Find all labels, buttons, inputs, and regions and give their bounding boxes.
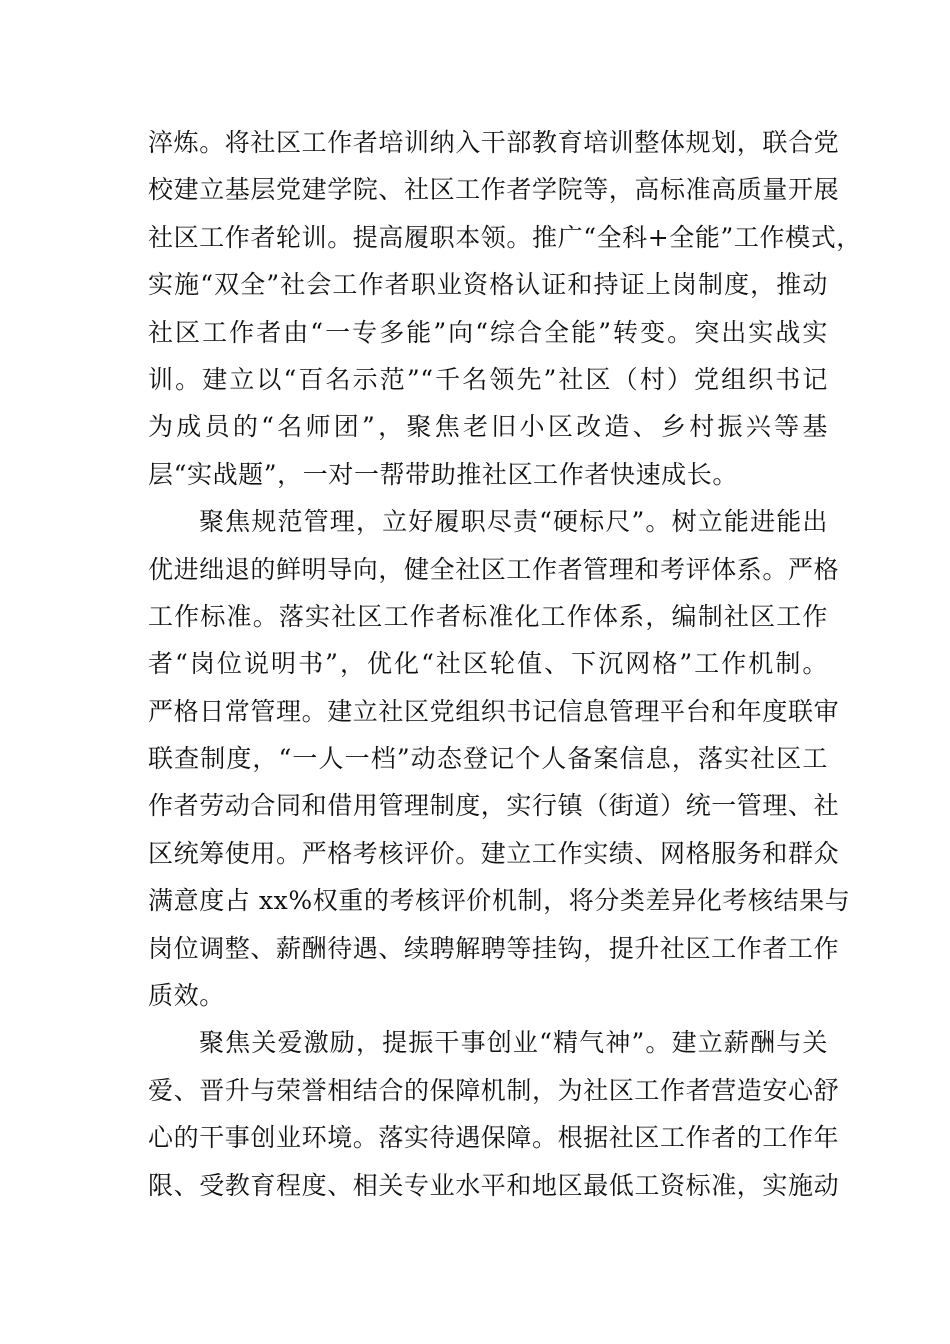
text-line: 层“实战题”，一对一帮带助推社区工作者快速成长。	[148, 459, 738, 489]
text-line: 聚焦规范管理，立好履职尽责“硬标尺”。树立能进能出	[199, 507, 828, 537]
text-line: 爱、晋升与荣誉相结合的保障机制，为社区工作者营造安心舒	[148, 1075, 840, 1105]
text-line: 满意度占 xx%权重的考核评价机制，将分类差异化考核结果与	[148, 886, 851, 916]
text-line: 社区工作者轮训。提高履职本领。推广“全科+全能”工作模式，	[148, 222, 862, 252]
text-line: 训。建立以“百名示范”“千名领先”社区（村）党组织书记	[148, 364, 828, 394]
text-line: 质效。	[148, 981, 225, 1011]
text-line: 区统筹使用。严格考核评价。建立工作实绩、网格服务和群众	[148, 838, 840, 868]
text-line: 为成员的“名师团”，聚焦老旧小区改造、乡村振兴等基	[148, 412, 828, 442]
paragraph-training	[148, 119, 862, 498]
text-line: 限、受教育程度、相关专业水平和地区最低工资标准，实施动	[148, 1170, 840, 1200]
paragraph-care-incentive	[148, 1019, 840, 1209]
text-line: 聚焦关爱激励，提振干事创业“精气神”。建立薪酬与关	[199, 1028, 828, 1058]
document-body	[148, 119, 862, 1209]
text-line: 工作标准。落实社区工作者标准化工作体系，编制社区工作	[148, 601, 828, 631]
text-line: 联查制度，“一人一档”动态登记个人备案信息，落实社区工	[148, 744, 828, 774]
text-line: 作者劳动合同和借用管理制度，实行镇（街道）统一管理、社	[148, 791, 840, 821]
text-line: 者“岗位说明书”，优化“社区轮值、下沉网格”工作机制。	[148, 649, 828, 679]
text-line: 岗位调整、薪酬待遇、续聘解聘等挂钩，提升社区工作者工作	[148, 933, 840, 963]
text-line: 严格日常管理。建立社区党组织书记信息管理平台和年度联审	[148, 696, 840, 726]
text-line: 淬炼。将社区工作者培训纳入干部教育培训整体规划，联合党	[148, 128, 840, 157]
paragraph-management	[148, 498, 851, 1019]
text-line: 社区工作者由“一专多能”向“综合全能”转变。突出实战实	[148, 317, 828, 347]
text-line: 校建立基层党建学院、社区工作者学院等，高标准高质量开展	[148, 175, 840, 205]
text-line: 心的干事创业环境。落实待遇保障。根据社区工作者的工作年	[148, 1123, 840, 1153]
text-line: 实施“双全”社会工作者职业资格认证和持证上岗制度，推动	[148, 270, 828, 300]
text-line: 优进绌退的鲜明导向，健全社区工作者管理和考评体系。严格	[148, 554, 840, 584]
